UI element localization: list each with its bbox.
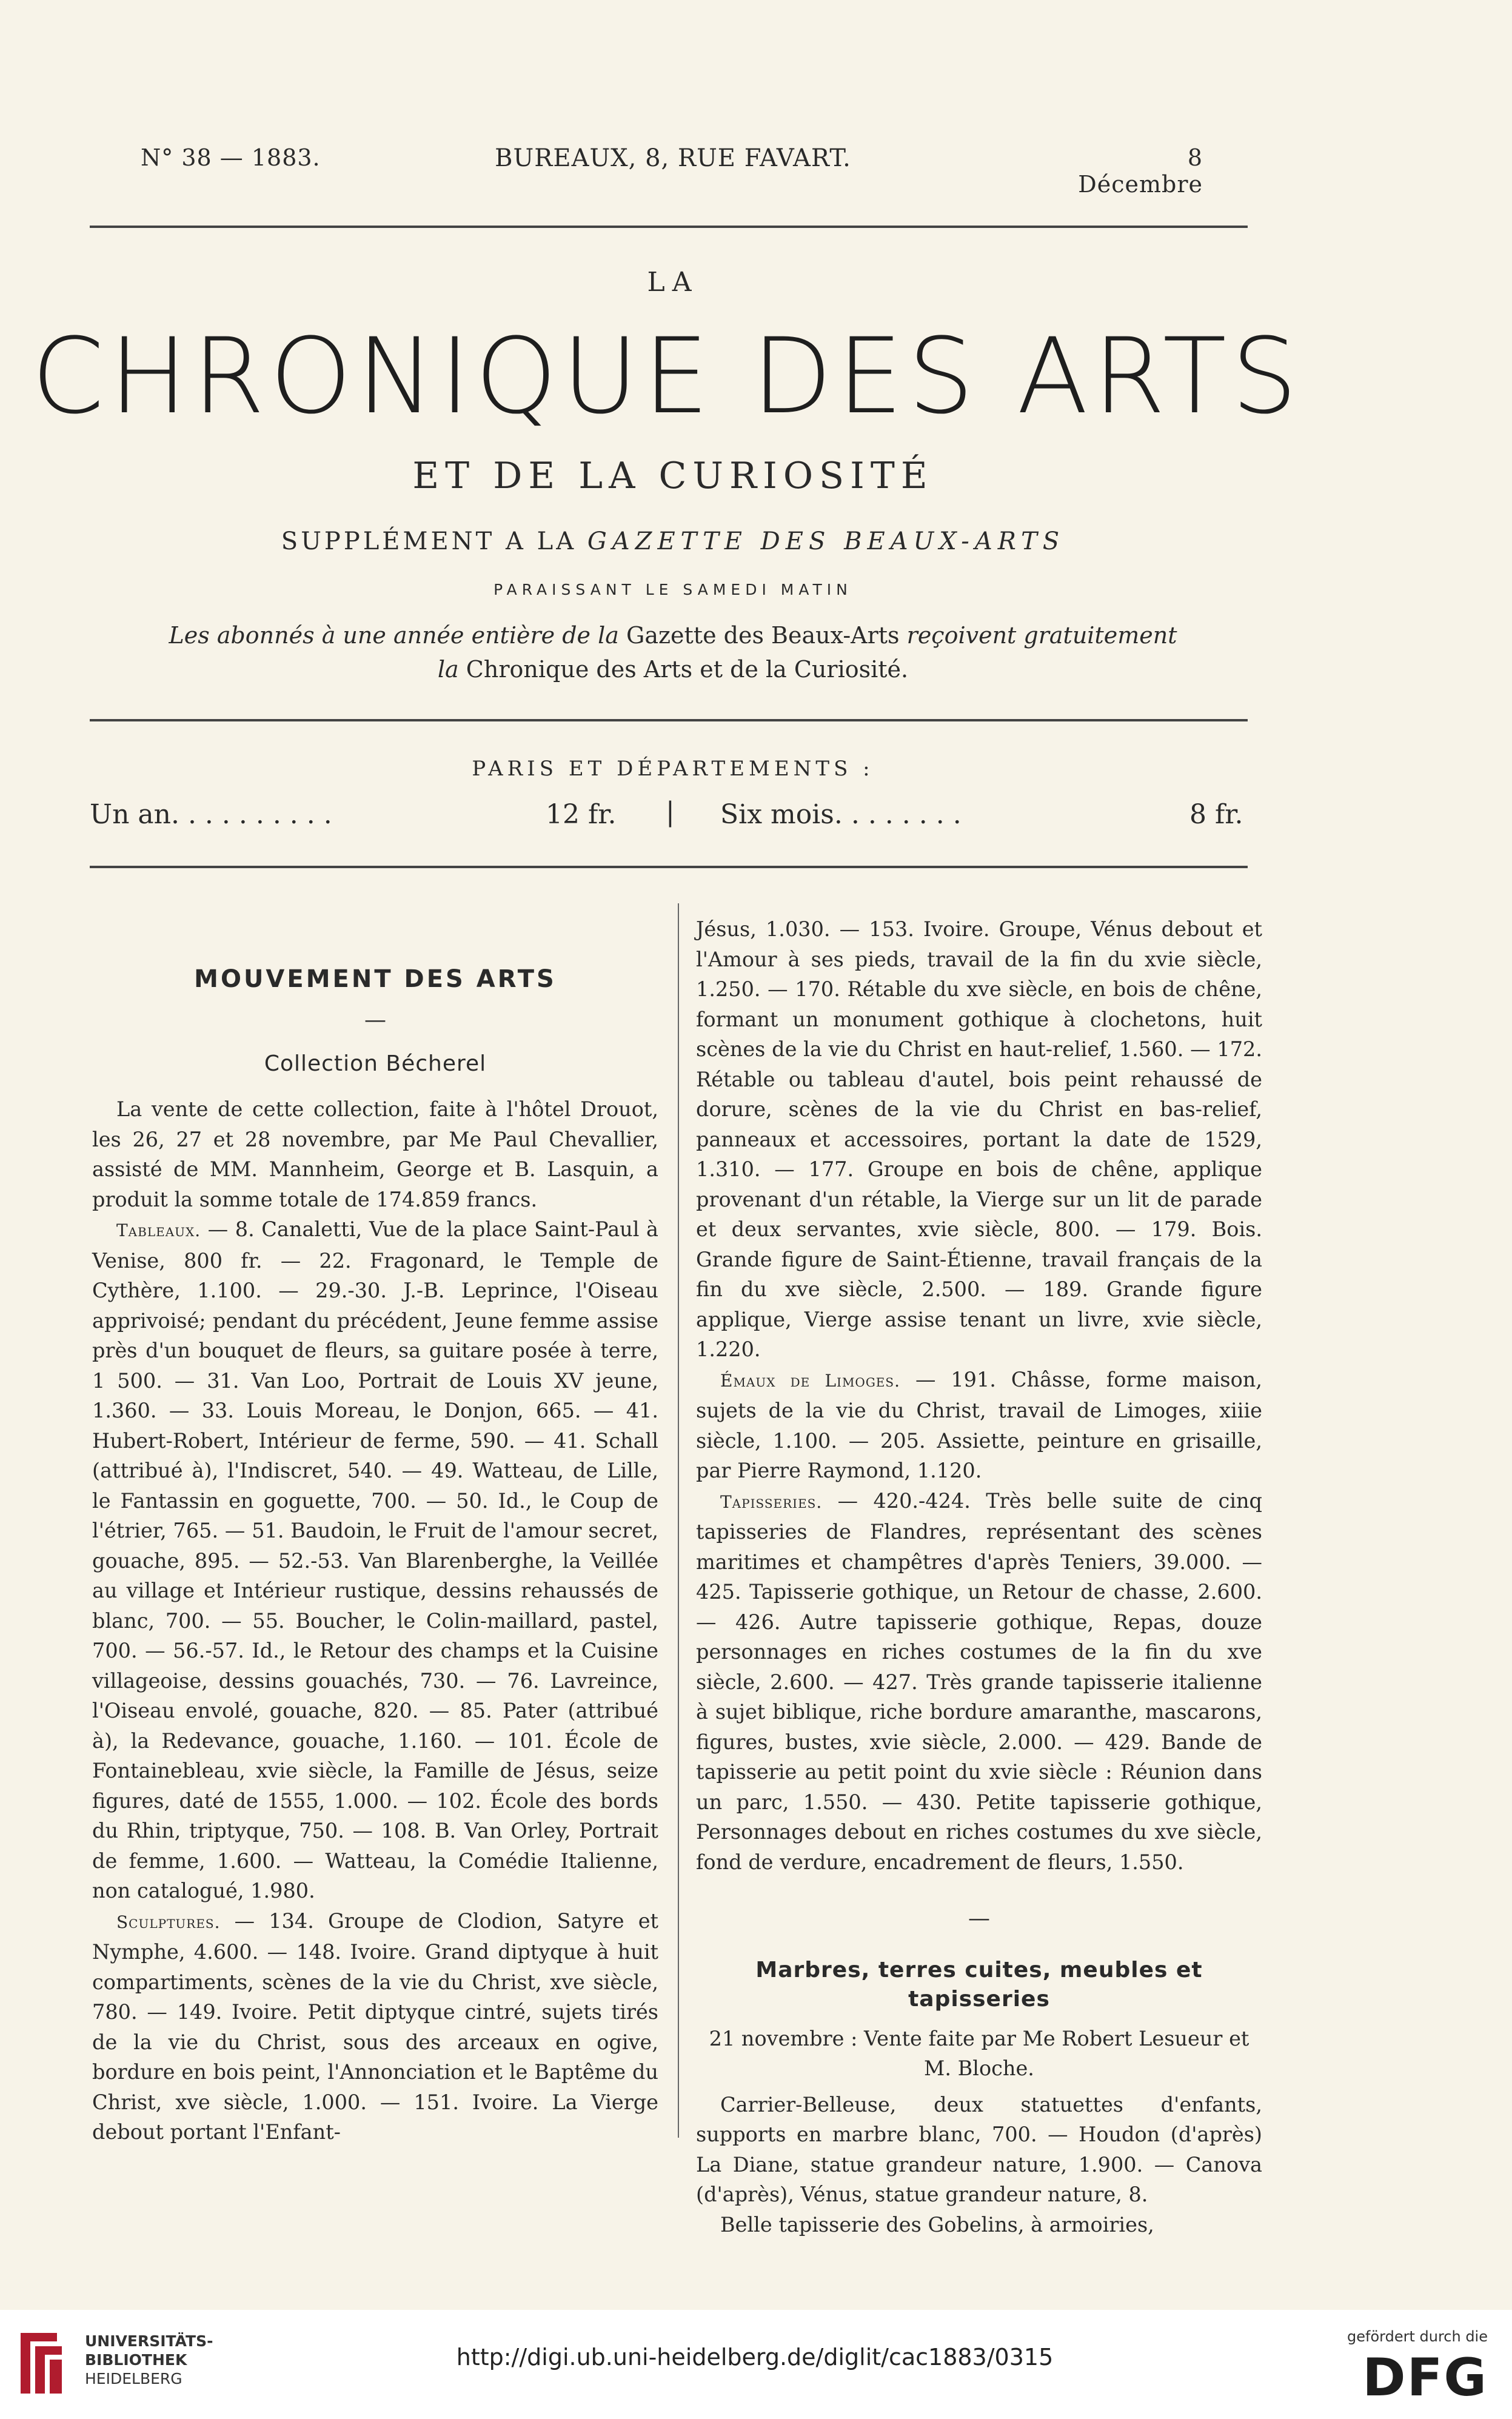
text-tapisseries: — 420.-424. Très belle suite de cinq tapisseries de Flandres, représentant des scènes maritimes et champêtres d'après Teniers, 39.000. — 425. Tapisserie gothique, un Retour de chasse, 2.600. — 426. Autre tapisserie gothique, Repas, douze personnages en riches costumes de la fin du xve siècle, 2.600. — 427. Très grande tapisserie italienne à sujet biblique, riche bordure amaranthe, mascarons, figures, bustes, xvie siècle, 2.000. — 429. Bande de tapisserie au petit point du xvie siècle : Réunion dans un parc, 1.550. — 430. Petite tapisserie gothique, Personnages debout en riches costumes du xve siècle, fond de verdure, encadrement de fleurs, 1.550. xyxy=(696,1488,1262,1874)
six-months-price: 8 fr. xyxy=(1189,799,1243,830)
library-name-line2: BIBLIOTHEK xyxy=(85,2351,187,2369)
text-tableaux: — 8. Canaletti, Vue de la place Saint-Paul à Venise, 800 fr. — 22. Fragonard, le Temple de Cythère, 1.100. — 29.-30. J.-B. Leprince, l'Oiseau apprivoisé; pendant du précédent, Jeune femme assise près d'un bouquet de fleurs, sa guitare posée à terre, 1 500. — 31. Van Loo, Portrait de Louis XV jeune, 1.360. — 33. Louis Moreau, le Donjon, 665. — 41. Hubert-Robert, Intérieur de ferme, 590. — 41. Schall (attribué à), l'Indiscret, 540. — 49. Watteau, de Lille, le Fantassin en goguette, 700. — 50. Id., le Coup de l'étrier, 765. — 51. Baudoin, le Fruit de l'amour secret, gouache, 895. — 52.-53. Van Blarenberghe, la Veillée au village et Intérieur rustique, dessins rehaussés de blanc, 700. — 55. Boucher, le Colin-maillard, pastel, 700. — 56.-57. Id., le Retour des champs et la Cuisine villageoise, dessins gouachés, 730. — 76. Lavreince, l'Oiseau envolé, gouache, 820. — 85. Pater (attribué à), la Redevance, gouache, 1.160. — 101. École de Fontainebleau, xvie siècle, la Famille de Jésus, seize figures, daté de 1555, 1.000. — 102. École des bords du Rhin, triptyque, 750. — 108. B. Van Orley, Portrait de femme, 1.600. — Watteau, la Comédie Italienne, non catalogué, 1.980. xyxy=(92,1217,658,1902)
left-column xyxy=(92,963,658,2147)
paragraph-carrier-belleuse: Carrier-Belleuse, deux statuettes d'enfants, supports en marbre blanc, 700. — Houdon (d'après) La Diane, statue grandeur nature, 1.900. — Canova (d'après), Vénus, statue grandeur nature, 8. xyxy=(696,2092,1262,2206)
text-sculptures: — 134. Groupe de Clodion, Satyre et Nymphe, 4.600. — 148. Ivoire. Grand diptyque à huit compartiments, scènes de la vie du Christ, xve siècle, 780. — 149. Ivoire. Petit diptyque cintré, sujets tirés de la vie du Christ, sous des arceaux en ogive, bordure en bois peint, l'Annonciation et le Baptême du Christ, xve siècle, 1.000. — 151. Ivoire. La Vierge debout portant l'Enfant- xyxy=(92,1909,659,2144)
paragraph-emaux xyxy=(696,1365,1262,1486)
issue-number: N° 38 — 1883. xyxy=(141,144,321,171)
subscriber-note-part5: Chronique des Arts et de la Curiosité. xyxy=(466,656,909,683)
library-logo-icon xyxy=(15,2327,65,2400)
library-name-line3: HEIDELBERG xyxy=(85,2370,182,2387)
supplement-prefix: SUPPLÉMENT A LA xyxy=(281,527,587,555)
subscriber-note-part2: Gazette des Beaux-Arts xyxy=(626,622,900,649)
section-dash: — xyxy=(364,1008,386,1032)
publication-schedule: PARAISSANT LE SAMEDI MATIN xyxy=(493,581,852,598)
label-tableaux: Tableaux. xyxy=(116,1220,201,1240)
library-name-line1: UNIVERSITÄTS- xyxy=(85,2332,213,2350)
column-divider xyxy=(678,903,679,2138)
one-year-label: Un an. . . . . . . . . . xyxy=(90,799,332,830)
library-name xyxy=(85,2332,213,2388)
section-title-marbres: Marbres, terres cuites, meubles et tapisseries xyxy=(755,1957,1203,2012)
right-column xyxy=(696,914,1262,2240)
masthead-supplement xyxy=(0,527,1346,555)
paragraph-sale-date: 21 novembre : Vente faite par Me Robert Lesueur et M. Bloche. xyxy=(709,2026,1249,2080)
paragraph-tapisseries xyxy=(696,1486,1262,1878)
supplement-gazette: GAZETTE DES BEAUX-ARTS xyxy=(587,527,1065,555)
masthead-subtitle: ET DE LA CURIOSITÉ xyxy=(412,455,934,497)
text-emaux: — 191. Châsse, forme maison, sujets de la vie du Christ, travail de Limoges, xiiie siècle, 1.100. — 205. Assiette, peinture en grisaille, par Pierre Raymond, 1.120. xyxy=(696,1367,1262,1482)
issue-date: 8 Décembre xyxy=(1078,144,1203,198)
paragraph-continuation: Jésus, 1.030. — 153. Ivoire. Groupe, Vénus debout et l'Amour à ses pieds, travail de la fin du xvie siècle, 1.250. — 170. Rétable du xve siècle, en bois de chêne, formant un monument gothique à clochetons, huit scènes de la vie du Christ en haut-relief, 1.560. — 172. Rétable ou tableau d'autel, bois peint rehaussé de dorure, scènes de la vie du Christ en bas-relief, panneaux et accessoires, portant la date de 1529, 1.310. — 177. Groupe en bois de chêne, applique provenant d'un rétable, la Vierge sur un lit de parade et deux servantes, xvie siècle, 800. — 179. Bois. Grande figure de Saint-Étienne, travail français de la fin du xve siècle, 2.500. — 189. Grande figure applique, Vierge assise tenant un livre, xvie siècle, 1.220. xyxy=(696,917,1262,1361)
address: BUREAUX, 8, RUE FAVART. xyxy=(495,144,851,172)
paragraph-gobelins: Belle tapisserie des Gobelins, à armoiries, xyxy=(720,2212,1154,2237)
funding-note: gefördert durch die xyxy=(1347,2328,1488,2345)
masthead-rule xyxy=(90,719,1248,721)
permalink-url[interactable]: http://digi.ub.uni-heidelberg.de/diglit/cac1883/0315 xyxy=(456,2344,1054,2370)
paragraph-sculptures xyxy=(92,1906,658,2147)
six-months-label: Six mois. . . . . . . . xyxy=(720,799,962,830)
subscriber-note-part1: Les abonnés à une année entière de la xyxy=(169,622,619,649)
label-emaux: Émaux de Limoges. xyxy=(720,1370,900,1391)
footer-bar xyxy=(0,2310,1512,2419)
subsection-title-becherel: Collection Bécherel xyxy=(264,1051,487,1076)
subscription-heading: PARIS ET DÉPARTEMENTS : xyxy=(472,757,874,781)
paragraph-sale-intro: La vente de cette collection, faite à l'hôtel Drouot, les 26, 27 et 28 novembre, par Me Paul Chevallier, assisté de MM. Mannheim, George et B. Lasquin, a produit la somme totale de 174.859 francs. xyxy=(92,1097,658,1211)
subscription-rule xyxy=(90,866,1248,868)
one-year-price: 12 fr. xyxy=(546,799,617,830)
price-separator: | xyxy=(666,797,675,828)
label-tapisseries: Tapisseries. xyxy=(720,1491,823,1512)
subscriber-note xyxy=(139,618,1206,686)
header-rule xyxy=(90,226,1248,228)
section-title-mouvement: MOUVEMENT DES ARTS xyxy=(194,965,557,993)
dfg-logo: DFG xyxy=(1362,2347,1488,2408)
subscriber-note-part4: la xyxy=(437,656,459,683)
label-sculptures: Sculptures. xyxy=(116,1912,221,1932)
subscriber-note-part3: reçoivent gratuitement xyxy=(906,622,1177,649)
section-dash-right: — xyxy=(968,1906,990,1931)
masthead-la: LA xyxy=(647,267,699,298)
masthead-title: CHRONIQUE DES ARTS xyxy=(31,315,1303,437)
paragraph-tableaux xyxy=(92,1214,658,1906)
